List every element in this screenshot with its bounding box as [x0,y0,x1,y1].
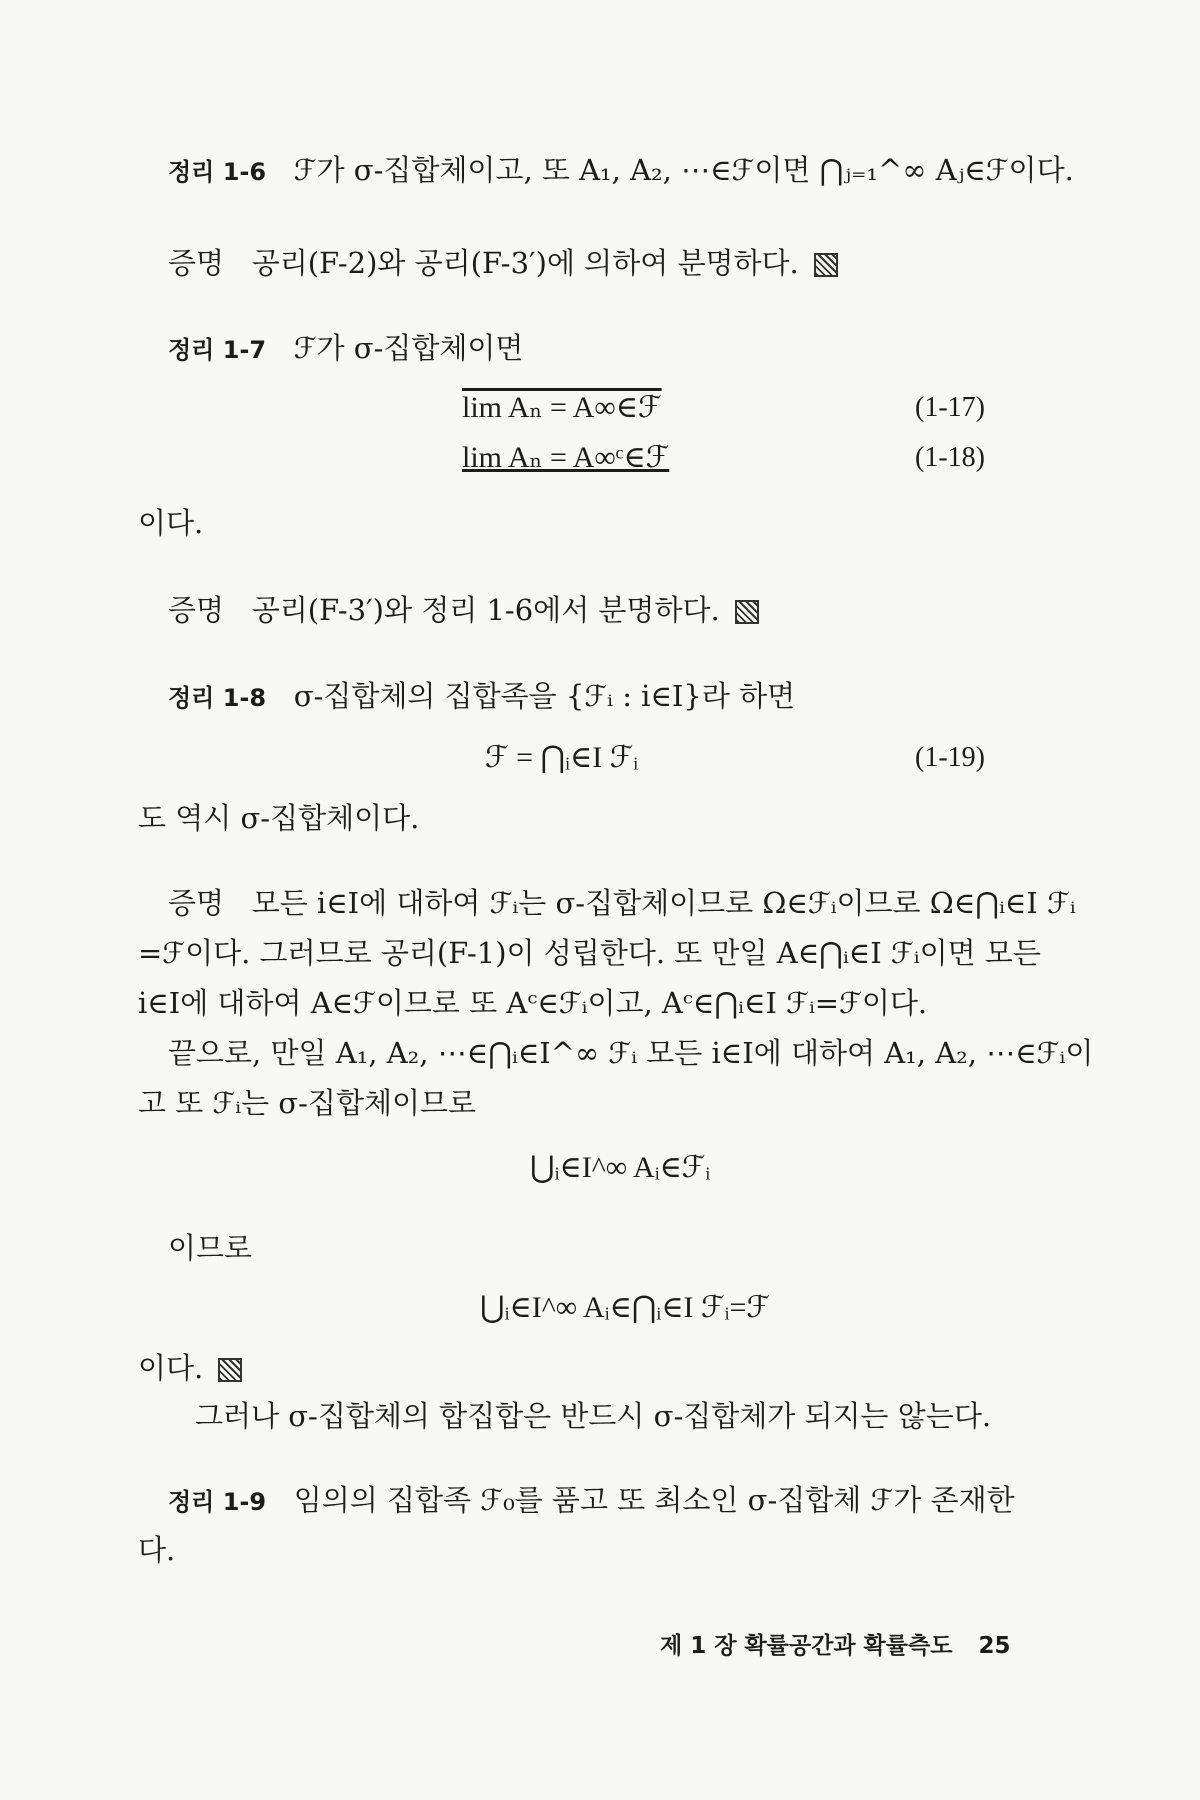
theorem-text: 임의의 집합족 ℱ₀를 품고 또 최소인 σ-집합체 ℱ가 존재한 [293,1483,1015,1517]
proof-1-8-middle: 이므로 [168,1231,253,1265]
equation-1-17: lim Aₙ = A∞∈ℱ [462,391,662,424]
chapter-title: 제 1 장 확률공간과 확률측도 [660,1633,953,1659]
proof-label: 증명 [168,593,225,627]
theorem-text: ℱ가 σ-집합체이고, 또 A₁, A₂, ⋯∈ℱ이면 ⋂ⱼ₌₁^∞ Aⱼ∈ℱ이다. [293,153,1074,187]
proof-label: 증명 [168,246,225,280]
equation-number: (1-18) [915,442,985,473]
theorem-1-9 [168,1482,1015,1520]
theorem-label: 정리 1-8 [168,684,267,712]
proof-text: 공리(F-3′)와 정리 1-6에서 분명하다. [251,593,720,627]
theorem-1-8 [168,678,795,716]
theorem-text: ℱ가 σ-집합체이면 [293,331,524,365]
proof-label: 증명 [168,886,225,920]
theorem-label: 정리 1-9 [168,1488,267,1516]
theorem-label: 정리 1-6 [168,158,267,186]
theorem-1-8-closing: 도 역시 σ-집합체이다. [138,801,420,835]
equation-union-in-intersection: ⋃ᵢ∈I^∞ Aᵢ∈⋂ᵢ∈I ℱᵢ=ℱ [480,1291,771,1324]
proof-1-8-end [138,1350,242,1386]
page-footer [660,1630,1010,1662]
qed-icon [218,1358,242,1382]
proof-text: 공리(F-2)와 공리(F-3′)에 의하여 분명하다. [251,246,799,280]
equation-union-in-family: ⋃ᵢ∈I^∞ Aᵢ∈ℱᵢ [530,1151,711,1184]
equation-number: (1-17) [915,392,985,423]
theorem-1-7 [168,330,523,368]
page-number: 25 [978,1633,1011,1659]
proof-text: 모든 i∈I에 대하여 ℱᵢ는 σ-집합체이므로 Ω∈ℱᵢ이므로 Ω∈⋂ᵢ∈I ℱᵢ [251,886,1076,920]
equation-1-18: lim Aₙ = A∞ᶜ∈ℱ [462,441,670,474]
theorem-label: 정리 1-7 [168,336,267,364]
proof-1-8-line-2: =ℱ이다. 그러므로 공리(F-1)이 성립한다. 또 만일 A∈⋂ᵢ∈I ℱᵢ이면 모든 [138,936,1041,970]
theorem-text: σ-집합체의 집합족을 {ℱᵢ : i∈I}라 하면 [293,679,796,713]
proof-text: 이다. [138,1351,204,1385]
theorem-1-6 [168,152,1074,190]
equation-1-19: ℱ = ⋂ᵢ∈I ℱᵢ [485,741,639,774]
proof-1-8-line-3: i∈I에 대하여 A∈ℱ이므로 또 Aᶜ∈ℱᵢ이고, Aᶜ∈⋂ᵢ∈I ℱᵢ=ℱ이다. [138,986,928,1020]
proof-1-7 [168,592,759,628]
theorem-1-7-closing: 이다. [138,506,204,540]
qed-icon [735,600,759,624]
qed-icon [814,253,838,277]
equation-number: (1-19) [915,742,985,773]
proof-1-8-line-4: 끝으로, 만일 A₁, A₂, ⋯∈⋂ᵢ∈I^∞ ℱᵢ 모든 i∈I에 대하여 A₁, A₂, ⋯∈ℱᵢ이 [168,1036,1094,1070]
remark: 그러나 σ-집합체의 합집합은 반드시 σ-집합체가 되지는 않는다. [195,1399,992,1433]
theorem-1-9-continuation: 다. [138,1533,176,1567]
proof-1-6 [168,245,838,281]
proof-1-8-line-1 [168,885,1076,921]
proof-1-8-line-5: 고 또 ℱᵢ는 σ-집합체이므로 [138,1086,477,1120]
